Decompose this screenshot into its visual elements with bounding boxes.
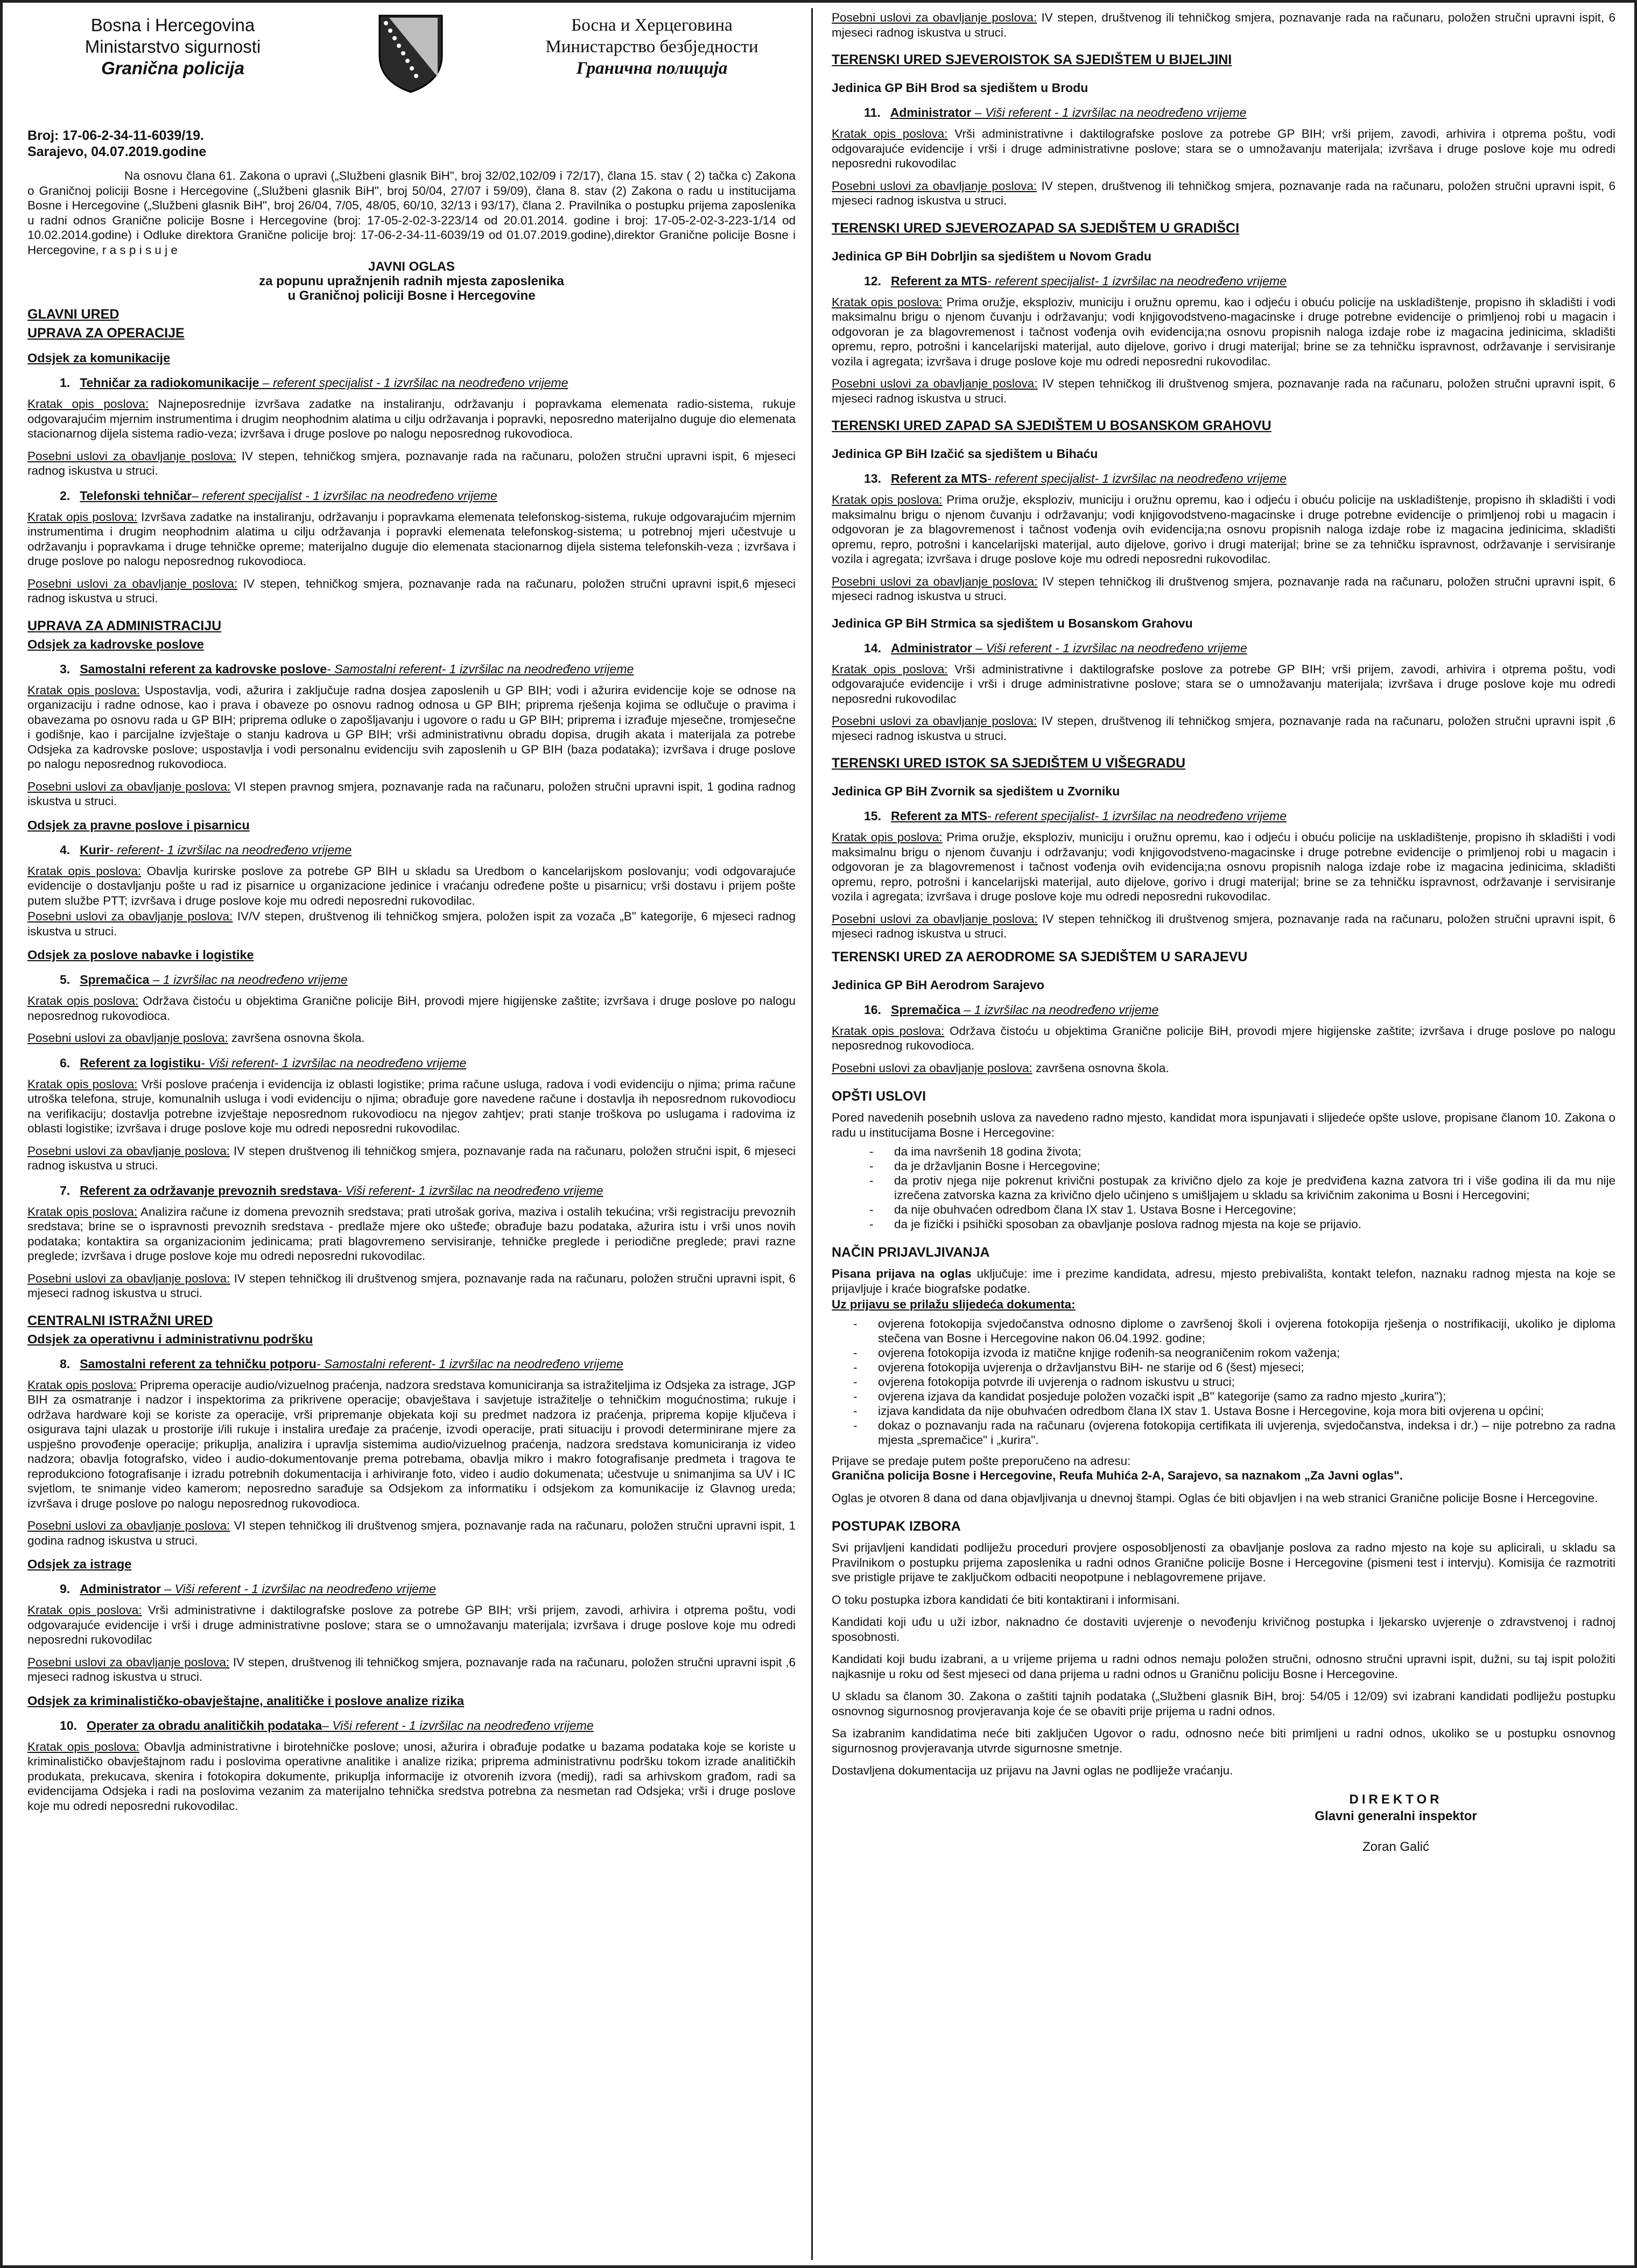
list-item: - da protiv njega nije pokrenut krivični postupak za krivično djelo za koje je predviđena kazna zatvora tri i više godina ili da mu nije izrečena zatvorska kazna za krivično djelo učinjeno s umišljajem u skladu sa krivičnim zakonima u Bosni i Hercegovini; — [869, 1173, 1615, 1202]
unit-heading: Jedinica GP BiH Zvornik sa sjedištem u Zvorniku — [832, 784, 1120, 798]
job-requirements: Posebni uslovi za obavljanje poslova: završena osnovna škola. — [832, 1061, 1169, 1075]
unit-heading: Jedinica GP BiH Strmica sa sjedištem u Bosanskom Grahovu — [832, 616, 1193, 630]
job-title: 15. Referent za MTS- referent specijalist- 1 izvršilac na neodređeno vrijeme — [864, 809, 1287, 823]
job-title: 3. Samostalni referent za kadrovske poslove- Samostalni referent- 1 izvršilac na neodređeno vrijeme — [60, 661, 634, 676]
signature-title: DIREKTOR — [1349, 1792, 1443, 1807]
section-heading: CENTRALNI ISTRAŽNI URED — [27, 1313, 213, 1328]
unit-heading: Jedinica GP BiH Aerodrom Sarajevo — [832, 977, 1044, 992]
section-heading: TERENSKI URED ZA AERODROME SA SJEDIŠTEM U SARAJEVU — [832, 949, 1248, 964]
column-divider — [811, 8, 813, 2260]
list-item: - ovjerena fotokopija uvjerenja o državljanstvu BiH- ne starije od 6 (šest) mjeseci; — [853, 1360, 1615, 1375]
job-requirements: Posebni uslovi za obavljanje poslova: IV stepen, društvenog ili tehničkog smjera, poznavanje rada na računaru, položen stručni upravni ispit, 6 mjeseci radnog iskustva u struci. — [832, 11, 1615, 39]
list-item: - da ima navršenih 18 godina života; — [869, 1144, 1615, 1159]
subsection-heading: Odsjek za komunikacije — [27, 351, 171, 365]
section-heading: UPRAVA ZA OPERACIJE — [27, 326, 185, 341]
job-title: 8. Samostalni referent za tehničku potporu- Samostalni referent- 1 izvršilac na neodređeno vrijeme — [60, 1356, 623, 1371]
subsection-heading: Odsjek za kriminalističko-obavještajne, analitičke i poslove analize rizika — [27, 1693, 465, 1708]
reference-number: Broj: 17-06-2-34-11-6039/19. — [27, 128, 204, 143]
job-description: Kratak opis poslova: Vrši poslove praćenja i evidencija iz oblasti logistike; prima račune usluga, radova i vodi evidenciju o njima; prima račune utroška telefona, struje, komunalnih usluga i vodi evidenciju o njima; obrađuje gore navedene račune i dostavlja ih neposrednom rukovodiocu na verifikaciju; dostavlja potrebne izvještaje neposrednom rukovodiocu na njegov zahtjev; prati stanje troškova po uslugama i radovima iz oblasti logistike; izvršava i druge poslove koje mu odredi neposredni rukovodilac. — [27, 1077, 796, 1135]
job-title: 4. Kurir- referent- 1 izvršilac na neodređeno vrijeme — [60, 842, 352, 857]
signature-block — [1176, 1791, 1615, 1855]
job-requirements: Posebni uslovi za obavljanje poslova: IV stepen, tehničkog smjera, poznavanje rada na računaru, položen stručni upravni ispit,6 mjeseci radnog iskustva u struci. — [27, 576, 796, 605]
job-title: 1. Tehničar za radiokomunikacije – referent specijalist - 1 izvršilac na neodređeno vrijeme — [60, 376, 568, 390]
job-title: 14. Administrator – Viši referent - 1 izvršilac na neodređeno vrijeme — [864, 640, 1247, 655]
postal-address: Granična policija Bosne i Hercegovine, Reufa Muhića 2-A, Sarajevo, sa naznakom „Za Javni oglas". — [832, 1469, 1403, 1482]
signature-role: Glavni generalni inspektor — [1315, 1808, 1477, 1823]
section-heading: TERENSKI URED ISTOK SA SJEDIŠTEM U VIŠEGRADU — [832, 756, 1186, 771]
list-item: - da je fizički i psihički sposoban za obavljanje poslova radnog mjesta na koje se prijavio. — [869, 1217, 1615, 1231]
general-conditions-list — [869, 1144, 1615, 1231]
coat-of-arms-icon — [377, 13, 444, 94]
postal-intro: Prijave se predaje putem pošte preporučeno na adresu: — [832, 1454, 1131, 1468]
job-title: 2. Telefonski tehničar– referent specijalist - 1 izvršilac na neodređeno vrijeme — [60, 488, 497, 503]
job-requirements: Posebni uslovi za obavljanje poslova: IV stepen tehničkog ili društvenog smjera, poznavanje rada na računaru, položen stručni upravni ispit, 6 mjeseci radnog iskustva u struci. — [832, 574, 1615, 603]
list-item: - izjava kandidata da nije obuhvaćen odredbom člana IX stav 1. Ustava Bosne i Hercegovine, koja mora biti ovjerena u općini; — [853, 1404, 1615, 1418]
job-description: Kratak opis poslova: Najneposrednije izvršava zadatke na instaliranju, održavanju i popravkama elemenata radio-sistema, rukuje odgovarajućim mjernim instrumentima i drugim neophodnim alatima u cilju održavanja i popravki, neposredno materijalno duguje dio elemenata stacionarnog dijela sistema radio-veza; izvršava i druge poslove po nalogu neposrednog rukovodioca. — [27, 397, 796, 440]
application-heading: NAČIN PRIJAVLJIVANJA — [832, 1245, 990, 1260]
documents-list — [853, 1316, 1615, 1447]
job-title: 6. Referent za logistiku- Viši referent- 1 izvršilac na neodređeno vrijeme — [60, 1055, 467, 1070]
selection-paragraph: Kandidati koji budu izabrani, a u vrijeme prijema u radni odnos nemaju položen stručni, odnosno stručni upravni ispit, dužni, su taj ispit položiti najkasnije u roku od šest mjeseci od dana prijema u radni odnos u Graničnu policiju Bosne i Hercegovine. — [832, 1652, 1615, 1681]
job-title: 13. Referent za MTS- referent specijalist- 1 izvršilac na neodređeno vrijeme — [864, 471, 1287, 485]
subsection-heading: Odsjek za kadrovske poslove — [27, 637, 204, 651]
unit-heading: Jedinica GP BiH Brod sa sjedištem u Brodu — [832, 81, 1088, 95]
job-description: Kratak opis poslova: Održava čistoću u objektima Granične policije BiH, provodi mjere higijenske zaštite; izvršava i druge poslove po nalogu neposrednog rukovodioca. — [832, 1024, 1615, 1052]
open-period: Oglas je otvoren 8 dana od dana objavljivanja u dnevnoj štampi. Oglas će biti objavljen i na web stranici Granične policije Bosne i Hercegovine. — [832, 1491, 1598, 1505]
job-description: Kratak opis poslova: Vrši administrativne i daktilografske poslove za potrebe GP BIH; vrši prijem, zavodi, arhivira i otprema poštu, vodi odgovarajuće evidencije i vrši i druge administrativne poslove; stara se o umnožavanju materijala; izvršava i druge poslove koje mu odredi neposredni rukovodilac — [832, 662, 1615, 706]
job-title: 16. Spremačica – 1 izvršilac na neodređeno vrijeme — [864, 1002, 1159, 1017]
job-requirements: Posebni uslovi za obavljanje poslova: VI stepen tehničkog ili društvenog smjera, poznavanje rada na računaru, položen stručni upravni ispit, 1 godina radnog iskustva u struci. — [27, 1519, 796, 1547]
job-description: Kratak opis poslova: Prima oružje, eksploziv, municiju i oružnu opremu, kao i odjeću i obuću policije na uskladištenje, propisno ih skladišti i vodi maksimalnu brigu o njenom čuvanju i održavanju; vodi knjigovodstveno-magacinske i druge potrebne evidencije o primljenoj robi u magacin i odgovoran je za blagovremenost i tačnost vođenja ovih evidencija;na osnovu propisnih naloga izdaje robe iz magacina jedinicima, skladišti opremu, repro, potrošni i kancelarijski materijal, auto dijelove, gorivo i drugi materijal; brine se za tehničku ispravnost, održavanje i servisiranje vozila i agregata; izvršava i druge poslove koje mu odredi neposredni rukovodilac. — [832, 493, 1615, 566]
subsection-heading: Odsjek za pravne poslove i pisarnicu — [27, 818, 250, 832]
list-item: - dokaz o poznavanju rada na računaru (ovjerena fotokopija certifikata ili uvjerenja, svjedočanstva, indeksa i dr.) – nije potrebno za radna mjesta „spremačice" i „kurira". — [853, 1418, 1615, 1447]
selection-paragraph: Kandidati koji uđu u uži izbor, naknadno će dostaviti uvjerenje o nevođenju krivičnog postupka i ljekarsko uvjerenje o zdravstvenoj i radnoj sposobnosti. — [832, 1615, 1615, 1644]
reference-date: Sarajevo, 04.07.2019.godine — [27, 144, 207, 159]
list-item: - ovjerena fotokopija potvrde ili uvjerenja o radnom iskustvu u struci; — [853, 1375, 1615, 1389]
signature-name: Zoran Galić — [1362, 1839, 1430, 1854]
job-title: 10. Operater za obradu analitičkih podataka– Viši referent - 1 izvršilac na neodređeno vrijeme — [60, 1718, 594, 1732]
job-description: Kratak opis poslova: Obavlja administrativne i birotehničke poslove; unosi, ažurira i obrađuje podatke u bazama podataka koje se koriste u kriminalističko obavještajnom radu i poslovima operativne analitike i analize rizika; priprema administrativnu podršku tokom izrade analitičkih produkata, prekucava, skenira i fotokopira dokumente, prikuplja informacije iz otvorenih izvora (medij), radi sa arhivskom građom, radi sa evidencijama Odsjeka i radi na poslovima vezanim za materijalno tehnička sredstva potrebna za nesmetan rad Odsjeka; vrši i druge poslove koje mu odredi neposredni rukovodilac. — [27, 1739, 796, 1813]
selection-paragraph: Svi prijavljeni kandidati podliježu proceduri provjere osposobljenosti za obavljanje poslova za radno mjesto na koje su aplicirali, u skladu sa Pravilnikom o postupku prijema zaposlenika u radni odnos Granične policije Bosne i Hercegovine (pismeni test i intervju). Komisija će razmotriti sve pristigle prijave te zaključkom odbaciti neopotpune i neblagovremene prijave. — [832, 1541, 1615, 1584]
job-requirements: Posebni uslovi za obavljanje poslova: IV stepen tehničkog ili društvenog smjera, poznavanje rada na računaru, položen stručni upravni ispit, 6 mjeseci radnog iskustva u struci. — [832, 377, 1615, 405]
selection-paragraph: O toku postupka izbora kandidati će biti kontaktirani i informisani. — [832, 1593, 1180, 1607]
job-requirements: Posebni uslovi za obavljanje poslova: IV stepen, društvenog ili tehničkog smjera, poznavanje rada na računaru, položen stručni upravni ispit ,6 mjeseci radnog iskustva u struci. — [27, 1655, 796, 1684]
letterhead-latin: Bosna i Hercegovina Ministarstvo sigurnosti Granična policija — [85, 15, 261, 78]
section-heading: GLAVNI URED — [27, 307, 120, 322]
job-description: Kratak opis poslova: Održava čistoću u objektima Granične policije BiH, provodi mjere higijenske zaštite; izvršava i druge poslove po nalogu neposrednog rukovodioca. — [27, 994, 796, 1023]
right-column — [816, 10, 1628, 2258]
job-title: 7. Referent za održavanje prevoznih sredstava- Viši referent- 1 izvršilac na neodređeno vrijeme — [60, 1183, 603, 1198]
job-description: Kratak opis poslova: Izvršava zadatke na instaliranju, održavanju i popravkama elemenata telefonskog-sistema, rukuje odgovarajućim mjernim instrumentima i drugim neophodnim alatima u cilju održavanja i popravki elemenata telefonskog-sistema; u potrebnoj mjeri učestvuje u održavanju i popravkama i druge tehničke opreme; materijalno duguje dio elemenata stacionarnog dijela sistema telefonskih-veza ; izvršava i druge poslove po nalogu neposrednog rukovodioca. — [27, 510, 796, 568]
job-requirements: Posebni uslovi za obavljanje poslova: IV stepen društvenog ili tehničkog smjera, poznavanje rada na računaru, položen stručni ispit, 6 mjeseci radnog iskustva u struci. — [27, 1144, 796, 1172]
unit-heading: Jedinica GP BiH Dobrljin sa sjedištem u Novom Gradu — [832, 249, 1151, 263]
section-heading: TERENSKI URED ZAPAD SA SJEDIŠTEM U BOSANSKOM GRAHOVU — [832, 418, 1271, 433]
reference — [27, 128, 796, 160]
job-description: Kratak opis poslova: Analizira račune iz domena prevoznih sredstava; prati utrošak goriva, maziva i ostalih tekućina; vrši registraciju prevoznih sredstava; brine se o ispravnosti prevoznih sredstava - predlaže mjere oko ušteđe; obrađuje bazu podataka, ažurira istu i vrši unos novih podataka; kontaktira sa organizacionim jedinicama; prati blagovremeno servisiranje, tehničke preglede i periodične preglede; pravi razne preglede; izvršava i druge poslove koje mu odredi neposredni rukovodilac. — [27, 1205, 796, 1263]
section-heading: UPRAVA ZA ADMINISTRACIJU — [27, 618, 222, 633]
job-requirements: Posebni uslovi za obavljanje poslova: IV/V stepen, društvenog ili tehničkog smjera, položen ispit za vozača „B" kategorije, 6 mjeseci radnog iskustva u struci. — [27, 910, 796, 938]
left-column — [13, 10, 807, 2258]
job-description: Kratak opis poslova: Uspostavlja, vodi, ažurira i zaključuje radna dosjea zaposlenih u GP BIH; vodi i ažurira evidencije koje se odnose na organizaciju i radne odnose, kao i prava i obaveze po osnovu radnog odnosa u GP BIH; priprema rješenja kojima se odlučuje o pravima i obavezama po osnovu rada u GP BIH; priprema odluke o zapošljavanju i ugovore o radu u GP BIH; priprema i izrađuje mjesečne, tromjesečne i godišnje, kao i parcijalne izvještaje o stanju kadrova u GP BIH; vrši administrativnu obradu dopisa, drugih akata i materijala za potrebe Odsjeka za kadrovske poslove; uspostavlja i vodi personalnu evidenciju svih zaposlenih u GP BIH (baza podataka); izvršava i druge poslove po nalogu neposrednog rukovodioca. — [27, 683, 796, 771]
documents-title: Uz prijavu se prilažu slijedeća dokumenta: — [832, 1298, 1076, 1311]
job-requirements: Posebni uslovi za obavljanje poslova: IV stepen, društvenog ili tehničkog smjera, poznavanje rada na računaru, položen stručni upravni ispit ,6 mjeseci radnog iskustva u struci. — [832, 714, 1615, 743]
intro-paragraph: Na osnovu člana 61. Zakona o upravi („Službeni glasnik BiH", broj 32/02,102/09 i 72/17), člana 15. stav ( 2) tačka c) Zakona o Graničnoj policiji Bosne i Hercegovine („Službeni glasnik BiH", broj 50/04, 27/07 i 59/09), člana 8. stav (2) Zakona o radu u institucijama Bosne i Hercegovine („Službeni glasnik BiH", broj 26/04, 7/05, 48/05, 60/10, 32/13 i 93/17), člana 2. Pravilnika o postupku prijema zaposlenika u radni odnos Granične policije Bosne i Hercegovine (broj: 17-05-2-02-3-223/14 od 20.01.2014. godine i broj: 17-05-2-02-3-223-1/14 od 10.02.2014.godine) i Odluke direktora Granične policije broj: 17-06-2-34-11-6039/19 od 01.07.2019.godine),direktor Granične policije Bosne i Hercegovine, r a s p i s u j e — [27, 169, 796, 257]
job-description: Kratak opis poslova: Vrši administrativne i daktilografske poslove za potrebe GP BIH; vrši prijem, zavodi, arhivira i otprema poštu, vodi odgovarajuće evidencije i vrši i druge administrativne poslove; stara se o umnožavanju materijala; izvršava i druge poslove koje mu odredi neposredni rukovodilac — [27, 1603, 796, 1646]
job-description: Kratak opis poslova: Prima oružje, eksploziv, municiju i oružnu opremu, kao i odjeću i obuću policije na uskladištenje, propisno ih skladišti i vodi maksimalnu brigu o njenom čuvanju i održavanju; vodi knjigovodstveno-magacinske i druge potrebne evidencije o primljenoj robi u magacin i odgovoran je za blagovremenost i tačnost vođenja ovih evidencija;na osnovu propisnih naloga izdaje robe iz magacina jedinicima, skladišti opremu, repro, potrošni i kancelarijski materijal, auto dijelove, gorivo i drugi materijal; brine se za tehničku ispravnost, održavanje i servisiranje vozila i agregata; izvršava i druge poslove koje mu odredi neposredni rukovodilac. — [832, 295, 1615, 368]
job-description: Kratak opis poslova: Priprema operacije audio/vizuelnog praćenja, nadzora sredstava komuniciranja sa istražiteljima iz Odsjeka za istrage, JGP BIH za osmatranje i nadzor i inspektorima za prikrivene operacije; obavještava i savjetuje istražitelje o tehničkim mogućnostima; rukuje i održava hardware koji se koriste za operacije, vrši pripremanje objekata koji su predmet nadzora iz praćenja, priprema kopije ključeva i osigurava tajni ulazak u prostorije i/ili rukuje i instalira uređaje za praćenje, izvodi operacije, prati situaciju i provodi determinirane mjere za uspješno provođenje operacije; prikuplja, analizira i upravlja sistemima audio/vizuelnog praćenja, nadzora sredstava komuniciranja iz video nadzora; obavlja fotografsko, video i audio-dokumentovanje prema potrebama, obavlja mikro i makro fotografisanje predmeta i tragova te reprodukciono fotografisanje i izradu potrebnih dokumentacija i arhiviranje foto, video i audio dokumenata; učestvuje u snimanjima sa UV i IC svjetlom, te snimanje video kamerom; neposredno sarađuje sa Odsjekom za informatiku i odsjekom za komunikacije iz Glavnog ureda; izvršava i druge poslove po nalogu neposrednog rukovodioca. — [27, 1378, 796, 1510]
job-requirements: Posebni uslovi za obavljanje poslova: VI stepen pravnog smjera, poznavanje rada na računaru, položen stručni upravni ispit, 1 godina radnog iskustva u struci. — [27, 779, 796, 808]
application-lead: Pisana prijava na oglas uključuje: ime i prezime kandidata, adresu, mjesto prebivališta, kontakt telefon, naznaku radnog mjesta na koje se prijavljuje i kraće biografske podatke. — [832, 1267, 1615, 1295]
job-title: 12. Referent za MTS- referent specijalist- 1 izvršilac na neodređeno vrijeme — [864, 273, 1287, 288]
job-title: 5. Spremačica – 1 izvršilac na neodređeno vrijeme — [60, 973, 348, 987]
job-description: Kratak opis poslova: Vrši administrativne i daktilografske poslove za potrebe GP BIH; vrši prijem, zavodi, arhivira i otprema poštu, vodi odgovarajuće evidencije i vrši i druge administrativne poslove; stara se o umnožavanju materijala; izvršava i druge poslove koje mu odredi neposredni rukovodilac — [832, 127, 1615, 170]
job-requirements: Posebni uslovi za obavljanje poslova: završena osnovna škola. — [27, 1031, 365, 1045]
general-conditions-intro: Pored navedenih posebnih uslova za navedeno radno mjesto, kandidat mora ispunjavati i slijedeće opšte uslove, propisane članom 10. Zakona o radu u institucijama Bosne i Hercegovine: — [832, 1111, 1615, 1139]
subsection-heading: Odsjek za istrage — [27, 1557, 132, 1571]
letterhead — [27, 10, 796, 105]
section-heading: TERENSKI URED SJEVEROISTOK SA SJEDIŠTEM U BIJELJINI — [832, 52, 1232, 67]
unit-heading: Jedinica GP BiH Izačić sa sjedištem u Bihaću — [832, 447, 1098, 461]
selection-heading: POSTUPAK IZBORA — [832, 1519, 961, 1534]
job-description: Kratak opis poslova: Obavlja kurirske poslove za potrebe GP BIH u skladu sa Uredbom o kancelarijskom poslovanju; vodi odgovarajuće evidencije o dostavljanju pošte u rad iz pisarnice u organizacione jedinice i vraćanju određene pošte u pisarnicu; vrši dostavu i prijem pošte putem službe PTT; izvršava i druge poslove koje mu odredi neposredni rukovodilac. — [27, 864, 796, 907]
list-item: - ovjerena izjava da kandidat posjeduje položen vozački ispit „B" kategorije (samo za radno mjesto „kurira"); — [853, 1389, 1615, 1404]
letterhead-cyrillic: Босна и Херцеговина Министарство безбједности Гранична полиција — [545, 16, 758, 78]
job-title: 11. Administrator – Viši referent - 1 izvršilac na neodređeno vrijeme — [864, 105, 1247, 119]
job-requirements: Posebni uslovi za obavljanje poslova: IV stepen tehničkog ili društvenog smjera, poznavanje rada na računaru, položen stručni upravni ispit, 6 mjeseci radnog iskustva u struci. — [27, 1271, 796, 1300]
job-title: 9. Administrator – Viši referent - 1 izvršilac na neodređeno vrijeme — [60, 1582, 436, 1596]
selection-paragraph: U skladu sa članom 30. Zakona o zaštiti tajnih podataka („Službeni glasnik BiH, broj: 54/05 i 12/09) svi izabrani kandidati podliježu postupku osnovnog sigurnosnog provjeravanja koje će se obaviti prije prijema u radni odnos. — [832, 1689, 1615, 1718]
list-item: - da je državljanin Bosne i Hercegovine; — [869, 1159, 1615, 1173]
list-item: - ovjerena fotokopija svjedočanstva odnosno diplome o završenoj školi i ovjerena fotokopija rješenja o nostrifikaciji, ukoliko je diploma stečena van Bosne i Hercegovine nakon 06.04.1992. godine; — [853, 1316, 1615, 1346]
subsection-heading: Odsjek za poslove nabavke i logistike — [27, 948, 254, 962]
section-heading: TERENSKI URED SJEVEROZAPAD SA SJEDIŠTEM U GRADIŠCI — [832, 220, 1240, 236]
selection-paragraph: Dostavljena dokumentacija uz prijavu na Javni oglas ne podliježe vraćanju. — [832, 1764, 1233, 1777]
list-item: - ovjerena fotokopija izvoda iz matične knjige rođenih-sa neograničenim rokom važenja; — [853, 1346, 1615, 1360]
job-requirements: Posebni uslovi za obavljanje poslova: IV stepen tehničkog ili društvenog smjera, poznavanje rada na računaru, položen stručni upravni ispit, 6 mjeseci radnog iskustva u struci. — [832, 912, 1615, 940]
job-requirements: Posebni uslovi za obavljanje poslova: IV stepen, tehničkog smjera, poznavanje rada na računaru, položen stručni upravni ispit, 6 mjeseci radnog iskustva u struci. — [27, 449, 796, 477]
selection-paragraph: Sa izabranim kandidatima neće biti zaključen Ugovor o radu, odnosno neće biti primljeni u radni odnos, ukoliko se u postupku osnovnog sigurnosnog provjeravanja utvrde sigurnosne smetnje. — [832, 1727, 1615, 1755]
document-title: JAVNI OGLAS za popunu upražnjenih radnih mjesta zaposlenika u Graničnoj policiji Bosne i Hercegovine — [259, 259, 564, 303]
job-requirements: Posebni uslovi za obavljanje poslova: IV stepen, društvenog ili tehničkog smjera, poznavanje rada na računaru, položen stručni upravni ispit, 6 mjeseci radnog iskustva u struci. — [832, 179, 1615, 207]
general-conditions-heading: OPŠTI USLOVI — [832, 1089, 926, 1104]
subsection-heading: Odsjek za operativnu i administrativnu podršku — [27, 1332, 313, 1346]
list-item: - da nije obuhvaćen odredbom člana IX stav 1. Ustava Bosne i Hercegovine; — [869, 1202, 1615, 1217]
job-description: Kratak opis poslova: Prima oružje, eksploziv, municiju i oružnu opremu, kao i odjeću i obuću policije na uskladištenje, propisno ih skladišti i vodi maksimalnu brigu o njenom čuvanju i održavanju; vodi knjigovodstveno-magacinske i druge potrebne evidencije o primljenoj robi u magacin i odgovoran je za blagovremenost i tačnost vođenja ovih evidencija;na osnovu propisnih naloga izdaje robe iz magacina jedinicima, skladišti opremu, repro, potrošni i kancelarijski materijal, auto dijelove, gorivo i drugi materijal; brine se za tehničku ispravnost, održavanje i servisiranje vozila i agregata; izvršava i druge poslove koje mu odredi neposredni rukovodilac. — [832, 830, 1615, 903]
